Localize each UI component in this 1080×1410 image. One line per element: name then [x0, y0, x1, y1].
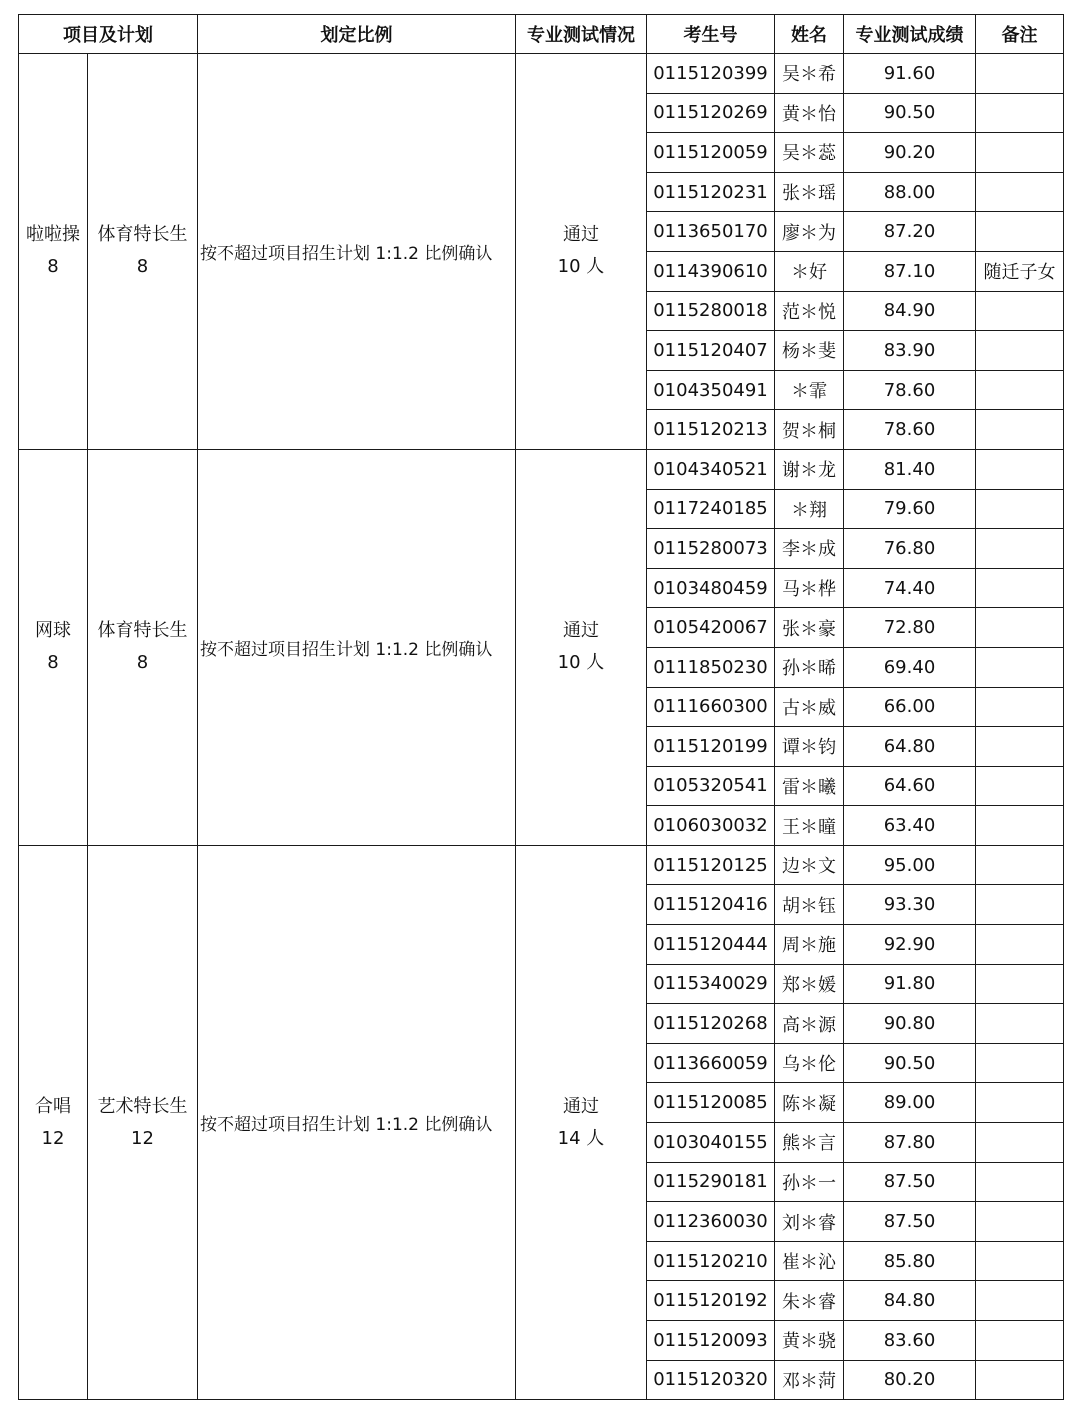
ratio-cell: 按不超过项目招生计划 1:1.2 比例确认 [198, 54, 516, 450]
header-score: 专业测试成绩 [844, 15, 976, 54]
student-id-cell: 0115280018 [647, 291, 775, 331]
score-cell: 72.80 [844, 608, 976, 648]
note-cell [976, 331, 1064, 371]
score-cell: 93.30 [844, 885, 976, 925]
student-id-cell: 0115280073 [647, 529, 775, 569]
score-cell: 79.60 [844, 489, 976, 529]
header-row [19, 15, 1064, 54]
note-cell [976, 1004, 1064, 1044]
student-name-cell: 朱＊睿 [775, 1281, 844, 1321]
student-name-cell: 崔＊沁 [775, 1241, 844, 1281]
ratio-cell: 按不超过项目招生计划 1:1.2 比例确认 [198, 845, 516, 1399]
student-id-cell: 0111850230 [647, 647, 775, 687]
table-row [19, 54, 1064, 94]
student-name-cell: 胡＊钰 [775, 885, 844, 925]
note-cell [976, 93, 1064, 133]
student-id-cell: 0115120269 [647, 93, 775, 133]
category-plan: 8 [136, 652, 149, 674]
score-cell: 83.90 [844, 331, 976, 371]
student-name-cell: 雷＊曦 [775, 766, 844, 806]
student-id-cell: 0115340029 [647, 964, 775, 1004]
table-row [19, 845, 1064, 885]
table-body [19, 54, 1064, 1400]
project-cell [19, 54, 88, 450]
project-name: 啦啦操 [26, 224, 80, 246]
student-id-cell: 0115120125 [647, 845, 775, 885]
score-cell: 81.40 [844, 449, 976, 489]
student-id-cell: 0115120192 [647, 1281, 775, 1321]
note-cell [976, 1162, 1064, 1202]
header-name: 姓名 [775, 15, 844, 54]
student-id-cell: 0115120416 [647, 885, 775, 925]
note-cell [976, 608, 1064, 648]
table-row [19, 449, 1064, 489]
student-id-cell: 0115120399 [647, 54, 775, 94]
score-cell: 90.50 [844, 1043, 976, 1083]
note-cell [976, 687, 1064, 727]
score-cell: 76.80 [844, 529, 976, 569]
test-status: 通过 [563, 620, 599, 642]
project-cell [19, 845, 88, 1399]
note-cell [976, 212, 1064, 252]
score-cell: 64.60 [844, 766, 976, 806]
student-name-cell: 乌＊伦 [775, 1043, 844, 1083]
student-name-cell: 王＊曈 [775, 806, 844, 846]
student-name-cell: 吴＊蕊 [775, 133, 844, 173]
student-name-cell: 黄＊怡 [775, 93, 844, 133]
note-cell [976, 529, 1064, 569]
student-id-cell: 0115290181 [647, 1162, 775, 1202]
student-name-cell: 高＊源 [775, 1004, 844, 1044]
student-id-cell: 0117240185 [647, 489, 775, 529]
student-name-cell: 边＊文 [775, 845, 844, 885]
student-id-cell: 0104350491 [647, 370, 775, 410]
student-name-cell: 熊＊言 [775, 1123, 844, 1163]
test-count: 10 人 [557, 652, 605, 674]
note-cell [976, 291, 1064, 331]
student-id-cell: 0112360030 [647, 1202, 775, 1242]
note-cell [976, 806, 1064, 846]
score-cell: 66.00 [844, 687, 976, 727]
score-cell: 87.10 [844, 251, 976, 291]
score-cell: 87.50 [844, 1162, 976, 1202]
student-name-cell: 黄＊骁 [775, 1321, 844, 1361]
student-name-cell: 廖＊为 [775, 212, 844, 252]
student-id-cell: 0113660059 [647, 1043, 775, 1083]
note-cell [976, 489, 1064, 529]
header-ratio: 划定比例 [198, 15, 516, 54]
student-id-cell: 0115120213 [647, 410, 775, 450]
student-id-cell: 0105420067 [647, 608, 775, 648]
student-id-cell: 0115120231 [647, 172, 775, 212]
project-plan: 8 [47, 652, 59, 674]
score-cell: 84.80 [844, 1281, 976, 1321]
student-name-cell: 郑＊媛 [775, 964, 844, 1004]
score-cell: 91.60 [844, 54, 976, 94]
note-cell [976, 766, 1064, 806]
note-cell: 随迁子女 [976, 251, 1064, 291]
header-test: 专业测试情况 [516, 15, 647, 54]
student-name-cell: 马＊桦 [775, 568, 844, 608]
project-name: 合唱 [35, 1095, 71, 1117]
score-cell: 83.60 [844, 1321, 976, 1361]
student-id-cell: 0115120444 [647, 925, 775, 965]
student-name-cell: 张＊瑶 [775, 172, 844, 212]
score-cell: 64.80 [844, 727, 976, 767]
score-cell: 78.60 [844, 410, 976, 450]
category-plan: 8 [136, 256, 149, 278]
project-plan: 8 [47, 256, 59, 278]
note-cell [976, 727, 1064, 767]
note-cell [976, 1281, 1064, 1321]
student-name-cell: 谭＊钧 [775, 727, 844, 767]
note-cell [976, 54, 1064, 94]
score-cell: 90.50 [844, 93, 976, 133]
note-cell [976, 885, 1064, 925]
score-cell: 84.90 [844, 291, 976, 331]
student-name-cell: 谢＊龙 [775, 449, 844, 489]
test-status-cell [516, 449, 647, 845]
student-name-cell: ＊好 [775, 251, 844, 291]
project-plan: 12 [41, 1127, 65, 1149]
student-id-cell: 0104340521 [647, 449, 775, 489]
score-cell: 78.60 [844, 370, 976, 410]
student-name-cell: 古＊威 [775, 687, 844, 727]
project-cell [19, 449, 88, 845]
note-cell [976, 568, 1064, 608]
note-cell [976, 1123, 1064, 1163]
student-id-cell: 0115120093 [647, 1321, 775, 1361]
header-note: 备注 [976, 15, 1064, 54]
header-id: 考生号 [647, 15, 775, 54]
student-name-cell: 范＊悦 [775, 291, 844, 331]
student-name-cell: ＊翔 [775, 489, 844, 529]
student-id-cell: 0115120210 [647, 1241, 775, 1281]
category-cell [88, 845, 198, 1399]
note-cell [976, 647, 1064, 687]
score-cell: 69.40 [844, 647, 976, 687]
score-cell: 87.50 [844, 1202, 976, 1242]
student-name-cell: 杨＊斐 [775, 331, 844, 371]
student-name-cell: 周＊施 [775, 925, 844, 965]
student-id-cell: 0115120085 [647, 1083, 775, 1123]
student-name-cell: 李＊成 [775, 529, 844, 569]
student-id-cell: 0115120320 [647, 1360, 775, 1400]
student-id-cell: 0106030032 [647, 806, 775, 846]
note-cell [976, 1043, 1064, 1083]
student-id-cell: 0105320541 [647, 766, 775, 806]
score-cell: 90.80 [844, 1004, 976, 1044]
note-cell [976, 1241, 1064, 1281]
test-count: 14 人 [557, 1127, 605, 1149]
score-cell: 85.80 [844, 1241, 976, 1281]
score-cell: 92.90 [844, 925, 976, 965]
test-count: 10 人 [557, 256, 605, 278]
category-name: 体育特长生 [97, 620, 188, 642]
note-cell [976, 370, 1064, 410]
test-status: 通过 [563, 224, 599, 246]
test-status-cell [516, 845, 647, 1399]
note-cell [976, 925, 1064, 965]
student-id-cell: 0103040155 [647, 1123, 775, 1163]
admission-table [18, 14, 1064, 1400]
student-name-cell: 吴＊希 [775, 54, 844, 94]
project-name: 网球 [35, 620, 71, 642]
ratio-cell: 按不超过项目招生计划 1:1.2 比例确认 [198, 449, 516, 845]
header-project: 项目及计划 [19, 15, 198, 54]
student-id-cell: 0115120059 [647, 133, 775, 173]
score-cell: 87.20 [844, 212, 976, 252]
student-name-cell: 孙＊一 [775, 1162, 844, 1202]
score-cell: 87.80 [844, 1123, 976, 1163]
note-cell [976, 964, 1064, 1004]
student-id-cell: 0114390610 [647, 251, 775, 291]
category-name: 艺术特长生 [97, 1095, 188, 1117]
score-cell: 91.80 [844, 964, 976, 1004]
student-name-cell: ＊霏 [775, 370, 844, 410]
score-cell: 63.40 [844, 806, 976, 846]
note-cell [976, 1321, 1064, 1361]
note-cell [976, 1202, 1064, 1242]
test-status: 通过 [563, 1095, 599, 1117]
category-cell [88, 54, 198, 450]
student-id-cell: 0115120268 [647, 1004, 775, 1044]
note-cell [976, 1360, 1064, 1400]
student-name-cell: 孙＊晞 [775, 647, 844, 687]
student-name-cell: 贺＊桐 [775, 410, 844, 450]
student-name-cell: 邓＊菏 [775, 1360, 844, 1400]
note-cell [976, 449, 1064, 489]
student-id-cell: 0113650170 [647, 212, 775, 252]
test-status-cell [516, 54, 647, 450]
student-id-cell: 0115120407 [647, 331, 775, 371]
student-id-cell: 0103480459 [647, 568, 775, 608]
student-id-cell: 0111660300 [647, 687, 775, 727]
category-plan: 12 [131, 1127, 154, 1149]
note-cell [976, 845, 1064, 885]
note-cell [976, 1083, 1064, 1123]
score-cell: 89.00 [844, 1083, 976, 1123]
score-cell: 88.00 [844, 172, 976, 212]
category-name: 体育特长生 [97, 224, 188, 246]
student-name-cell: 刘＊睿 [775, 1202, 844, 1242]
score-cell: 95.00 [844, 845, 976, 885]
student-id-cell: 0115120199 [647, 727, 775, 767]
note-cell [976, 410, 1064, 450]
student-name-cell: 陈＊凝 [775, 1083, 844, 1123]
note-cell [976, 133, 1064, 173]
score-cell: 90.20 [844, 133, 976, 173]
student-name-cell: 张＊豪 [775, 608, 844, 648]
note-cell [976, 172, 1064, 212]
score-cell: 80.20 [844, 1360, 976, 1400]
category-cell [88, 449, 198, 845]
score-cell: 74.40 [844, 568, 976, 608]
